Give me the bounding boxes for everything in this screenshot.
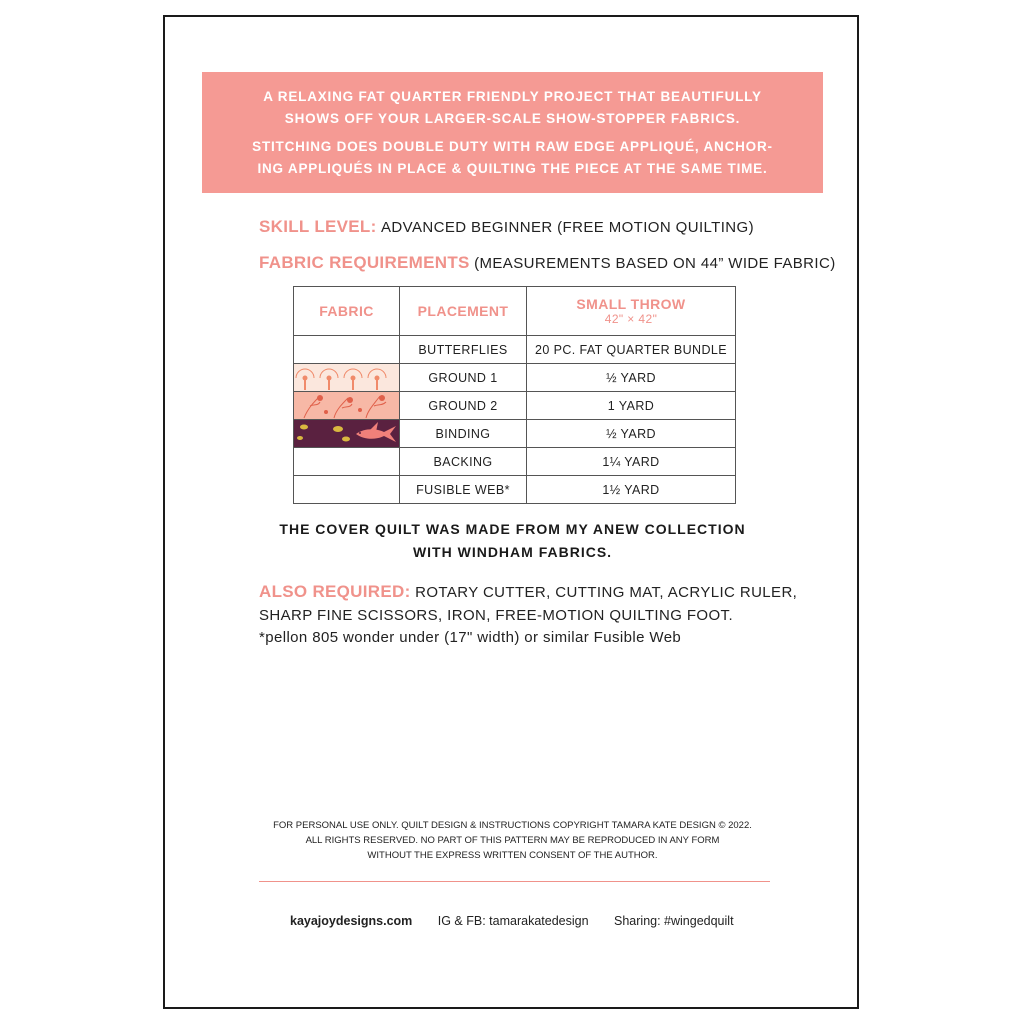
skill-level-row [259, 217, 754, 237]
placement-cell: GROUND 2 [400, 392, 527, 420]
banner-line-1: A RELAXING FAT QUARTER FRIENDLY PROJECT THAT BEAUTIFULLY [263, 89, 762, 104]
amount-cell: ½ YARD [527, 420, 736, 448]
swatch-cell [294, 392, 400, 420]
swatch-cell [294, 364, 400, 392]
placement-cell: BINDING [400, 420, 527, 448]
header-small-throw [527, 287, 736, 336]
header-size-label: SMALL THROW [576, 296, 686, 312]
social-handle: IG & FB: tamarakatedesign [437, 914, 589, 928]
header-fabric: FABRIC [294, 287, 400, 336]
header-size-dimensions: 42" × 42" [604, 312, 658, 326]
ground1-fabric-swatch [294, 364, 399, 391]
placement-cell: FUSIBLE WEB* [400, 476, 527, 504]
banner-line-3: STITCHING DOES DOUBLE DUTY WITH RAW EDGE APPLIQUÉ, ANCHOR- [252, 139, 773, 154]
fabric-requirements-label: FABRIC REQUIREMENTS [259, 253, 470, 272]
binding-fabric-swatch [294, 420, 399, 447]
intro-banner [202, 72, 823, 193]
copyright-notice [202, 818, 823, 863]
skill-level-label: SKILL LEVEL: [259, 217, 377, 236]
placement-cell: GROUND 1 [400, 364, 527, 392]
swatch-cell-empty [294, 448, 400, 476]
table-row [294, 476, 736, 504]
copyright-line-2: ALL RIGHTS RESERVED. NO PART OF THIS PATTERN MAY BE REPRODUCED IN ANY FORM [305, 835, 720, 846]
skill-level-value: ADVANCED BEGINNER (FREE MOTION QUILTING) [381, 219, 754, 236]
amount-cell: 1 YARD [527, 392, 736, 420]
also-required-line-2: SHARP FINE SCISSORS, IRON, FREE-MOTION QUILTING FOOT. [259, 606, 734, 624]
banner-line-4: ING APPLIQUÉS IN PLACE & QUILTING THE PIECE AT THE SAME TIME. [257, 161, 768, 176]
ground2-fabric-swatch [294, 392, 399, 419]
amount-cell: ½ YARD [527, 364, 736, 392]
placement-cell: BUTTERFLIES [400, 336, 527, 364]
footer-divider [259, 881, 770, 882]
fusible-web-footnote: *pellon 805 wonder under (17" width) or similar Fusible Web [259, 629, 682, 646]
table-row [294, 420, 736, 448]
amount-cell: 1¼ YARD [527, 448, 736, 476]
placement-cell: BACKING [400, 448, 527, 476]
sharing-hashtag: Sharing: #wingedquilt [614, 914, 734, 928]
cover-note-line-2: WITH WINDHAM FABRICS. [412, 544, 613, 560]
footer [290, 914, 756, 928]
table-row [294, 392, 736, 420]
also-required-section [259, 581, 819, 650]
copyright-line-1: FOR PERSONAL USE ONLY. QUILT DESIGN & INSTRUCTIONS COPYRIGHT TAMARA KATE DESIGN © 2022. [273, 820, 752, 831]
table-row [294, 364, 736, 392]
amount-cell: 20 PC. FAT QUARTER BUNDLE [527, 336, 736, 364]
banner-line-2: SHOWS OFF YOUR LARGER-SCALE SHOW-STOPPER FABRICS. [284, 111, 741, 126]
swatch-cell-empty [294, 336, 400, 364]
also-required-label: ALSO REQUIRED: [259, 582, 411, 601]
table-row [294, 448, 736, 476]
website-link[interactable]: kayajoydesigns.com [290, 914, 413, 928]
header-placement: PLACEMENT [400, 287, 527, 336]
amount-cell: 1½ YARD [527, 476, 736, 504]
table-header-row [294, 287, 736, 336]
fabric-requirements-table [293, 286, 736, 504]
fabric-requirements-row [259, 253, 836, 273]
swatch-cell [294, 420, 400, 448]
fabric-requirements-note: (MEASUREMENTS BASED ON 44” WIDE FABRIC) [474, 255, 836, 272]
swatch-cell-empty [294, 476, 400, 504]
copyright-line-3: WITHOUT THE EXPRESS WRITTEN CONSENT OF THE AUTHOR. [367, 850, 658, 861]
cover-quilt-note [202, 518, 823, 564]
also-required-line-1: ROTARY CUTTER, CUTTING MAT, ACRYLIC RULER, [415, 584, 798, 601]
table-row [294, 336, 736, 364]
cover-note-line-1: THE COVER QUILT WAS MADE FROM MY ANEW COLLECTION [279, 521, 746, 537]
